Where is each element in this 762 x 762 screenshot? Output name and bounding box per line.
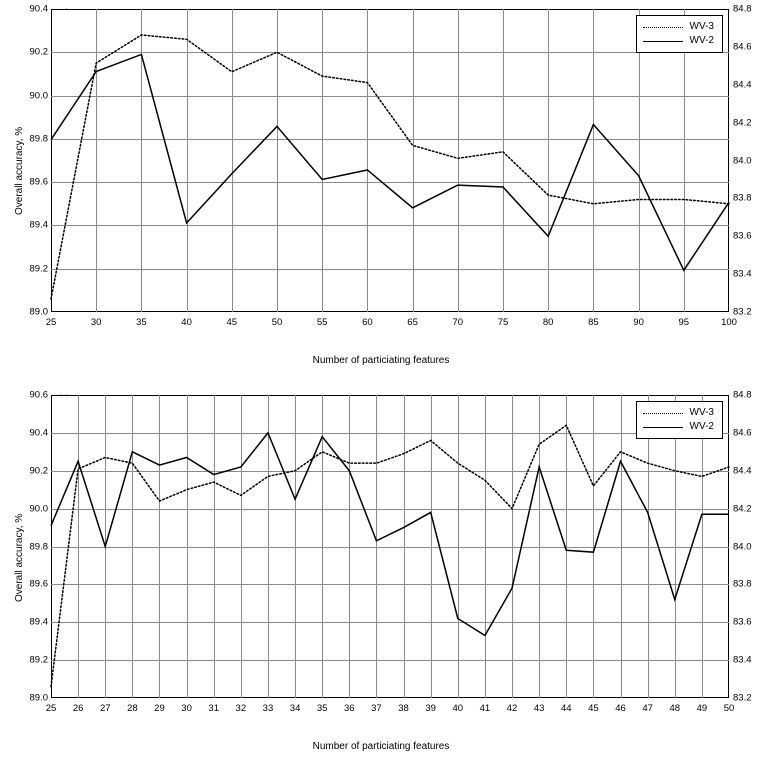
y-tick-label-right: 83.2: [733, 692, 752, 704]
x-tick-label: 43: [533, 703, 545, 714]
x-tick-label: 95: [678, 317, 690, 328]
x-tick-label: 100: [721, 317, 737, 328]
x-tick-label: 30: [181, 703, 192, 714]
panel-b-plot-area: [51, 395, 729, 698]
x-tick-label: 55: [316, 317, 328, 328]
y-tick-label-left: 89.2: [29, 654, 48, 666]
y-tick-label-right: 84.8: [733, 3, 752, 15]
panel-b-x-axis-title: Number of particiating features: [312, 741, 450, 752]
x-tick-label: 27: [99, 703, 111, 714]
x-tick-label: 47: [642, 703, 653, 714]
legend-line-solid-icon: [643, 41, 683, 42]
y-tick-label-left: 89.0: [29, 306, 48, 318]
y-tick-label-left: 89.0: [29, 692, 48, 704]
panel-b-y-axis-title: Overall accuracy, %: [14, 513, 25, 602]
x-tick-label: 38: [398, 703, 409, 714]
y-tick-label-right: 84.4: [733, 79, 752, 91]
y-tick-label-right: 84.4: [733, 465, 752, 477]
panel-a-y-tick-labels-left: [20, 3, 48, 318]
x-tick-label: 60: [362, 317, 373, 328]
y-tick-label-left: 90.0: [29, 90, 48, 102]
x-tick-label: 42: [506, 703, 518, 714]
x-tick-label: 90: [633, 317, 644, 328]
panel-a-y-axis-title: Overall accuracy, %: [14, 126, 25, 215]
x-tick-label: 34: [289, 703, 301, 714]
panel-a-y-tick-labels-right: [733, 3, 762, 318]
x-tick-label: 40: [452, 703, 464, 714]
y-tick-label-left: 90.2: [29, 465, 48, 477]
legend-line-dotted-icon: [643, 27, 683, 28]
x-tick-label: 50: [271, 317, 283, 328]
x-tick-label: 80: [542, 317, 554, 328]
x-tick-label: 36: [344, 703, 355, 714]
y-tick-label-left: 90.4: [29, 3, 48, 15]
x-tick-label: 35: [136, 317, 147, 328]
x-tick-label: 50: [723, 703, 735, 714]
panel-b-x-tick-labels: [45, 703, 735, 717]
y-tick-label-left: 90.2: [29, 46, 48, 58]
x-tick-label: 70: [452, 317, 464, 328]
x-tick-label: 40: [181, 317, 192, 328]
y-tick-label-left: 89.4: [29, 219, 48, 231]
chart-panel-b: [0, 380, 762, 762]
y-tick-label-left: 89.6: [29, 176, 48, 188]
panel-b-legend-label-wv3: WV-3: [689, 407, 714, 418]
panel-a-legend-label-wv3: WV-3: [689, 21, 714, 32]
x-tick-label: 46: [615, 703, 626, 714]
x-tick-label: 39: [425, 703, 436, 714]
y-tick-label-right: 84.0: [733, 541, 752, 552]
chart-panel-a: [0, 0, 762, 375]
legend-line-solid-icon: [643, 427, 683, 428]
panel-a-legend: [636, 15, 723, 53]
y-tick-label-right: 83.2: [733, 306, 752, 318]
panel-a-legend-item-wv3: [643, 20, 714, 34]
x-tick-label: 26: [72, 703, 84, 714]
x-tick-label: 31: [208, 703, 220, 714]
y-tick-label-right: 84.0: [733, 155, 752, 166]
x-tick-label: 33: [262, 703, 274, 714]
x-tick-label: 25: [45, 317, 57, 328]
panel-a-x-axis-title: Number of particiating features: [312, 355, 450, 366]
y-tick-label-right: 84.8: [733, 389, 752, 401]
panel-a-series-wv3: [51, 35, 729, 299]
x-tick-label: 49: [696, 703, 708, 714]
panel-b-legend-label-wv2: WV-2: [689, 421, 714, 432]
x-tick-label: 35: [316, 703, 328, 714]
x-tick-label: 30: [90, 317, 102, 328]
x-tick-label: 75: [497, 317, 509, 328]
panel-b-legend: [636, 401, 723, 439]
x-tick-label: 45: [226, 317, 238, 328]
y-tick-label-right: 83.4: [733, 268, 752, 280]
y-tick-label-right: 83.6: [733, 616, 752, 628]
panel-a-x-tick-labels: [45, 317, 737, 331]
panel-a-legend-item-wv2: [643, 34, 714, 48]
panel-b-legend-item-wv2: [643, 420, 714, 434]
x-tick-label: 45: [588, 703, 599, 714]
y-tick-label-left: 90.4: [29, 427, 48, 439]
x-tick-label: 29: [154, 703, 165, 714]
panel-b-series-wv2: [51, 433, 729, 636]
y-tick-label-right: 84.6: [733, 427, 752, 439]
y-tick-label-right: 84.2: [733, 117, 752, 129]
x-tick-label: 28: [127, 703, 138, 714]
panel-b-series-wv3: [51, 425, 729, 686]
panel-a-legend-label-wv2: WV-2: [689, 35, 714, 46]
y-tick-label-left: 89.2: [29, 263, 48, 275]
y-tick-label-right: 83.4: [733, 654, 752, 666]
panel-b-y-tick-labels-right: [733, 389, 762, 704]
x-tick-label: 85: [588, 317, 599, 328]
y-tick-label-left: 89.8: [29, 133, 48, 145]
legend-line-dotted-icon: [643, 413, 683, 414]
panel-a-series-wv2: [51, 54, 729, 270]
panel-b-series-group: [51, 395, 729, 698]
x-tick-label: 48: [669, 703, 681, 714]
y-tick-label-right: 83.8: [733, 192, 752, 204]
y-tick-label-right: 83.8: [733, 578, 752, 590]
y-tick-label-right: 84.6: [733, 41, 752, 53]
x-tick-label: 25: [45, 703, 57, 714]
panel-b-legend-item-wv3: [643, 406, 714, 420]
x-tick-label: 44: [560, 703, 572, 714]
y-tick-label-left: 90.0: [29, 503, 48, 515]
x-tick-label: 41: [479, 703, 491, 714]
panel-b-y-tick-labels-left: [20, 389, 48, 704]
y-tick-label-left: 90.6: [29, 389, 48, 401]
x-tick-label: 37: [371, 703, 382, 714]
y-tick-label-left: 89.8: [29, 541, 48, 552]
y-tick-label-right: 84.2: [733, 503, 752, 515]
x-tick-label: 65: [407, 317, 418, 328]
panel-a-series-group: [51, 9, 729, 312]
y-tick-label-left: 89.6: [29, 578, 48, 590]
x-tick-label: 32: [235, 703, 247, 714]
y-tick-label-right: 83.6: [733, 230, 752, 242]
panel-a-plot-area: [51, 9, 729, 312]
y-tick-label-left: 89.4: [29, 616, 48, 628]
